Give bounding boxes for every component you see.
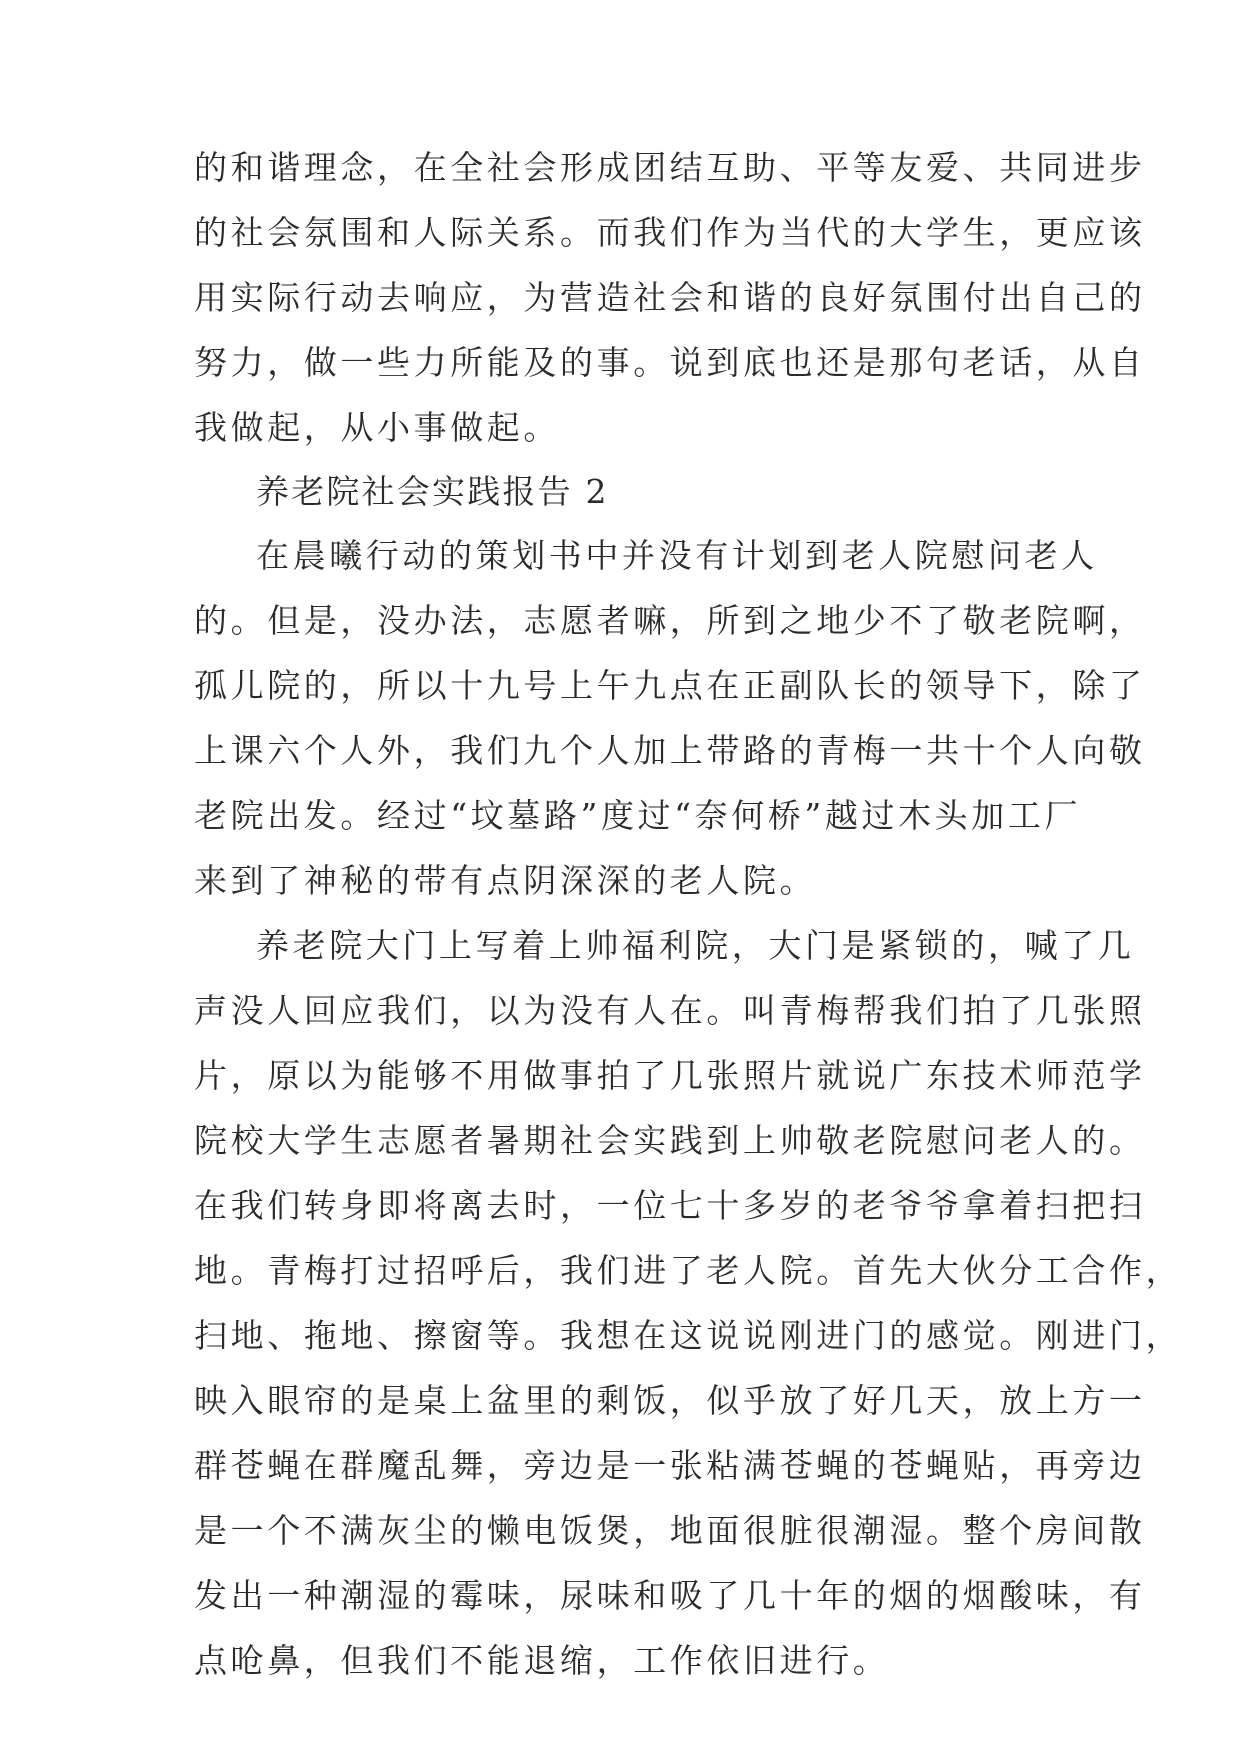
paragraph-line: 是一个不满灰尘的懒电饭煲，地面很脏很潮湿。整个房间散 [194,1511,1146,1550]
paragraph-line: 我做起，从小事做起。 [194,408,560,447]
paragraph-line: 上课六个人外，我们九个人加上带路的青梅一共十个人向敬 [194,731,1146,770]
paragraph-line: 发出一种潮湿的霉味，尿味和吸了几十年的烟的烟酸味，有 [194,1576,1146,1615]
paragraph-line: 老院出发。经过“坟墓路”度过“奈何桥”越过木头加工厂 [194,796,1082,835]
paragraph-line: 院校大学生志愿者暑期社会实践到上帅敬老院慰问老人的。 [194,1121,1146,1160]
paragraph-line: 声没人回应我们，以为没有人在。叫青梅帮我们拍了几张照 [194,991,1146,1030]
paragraph-line: 来到了神秘的带有点阴深深的老人院。 [194,861,817,900]
paragraph-line: 片，原以为能够不用做事拍了几张照片就说广东技术师范学 [194,1056,1146,1095]
paragraph-line: 在我们转身即将离去时，一位七十多岁的老爷爷拿着扫把扫 [194,1186,1146,1225]
paragraph-line: 孤儿院的，所以十九号上午九点在正副队长的领导下，除了 [194,666,1146,705]
paragraph-line: 用实际行动去响应，为营造社会和谐的良好氛围付出自己的 [194,278,1146,317]
paragraph-line: 的和谐理念，在全社会形成团结互助、平等友爱、共同进步 [194,148,1146,187]
paragraph-line: 映入眼帘的是桌上盆里的剩饭，似乎放了好几天，放上方一 [194,1381,1146,1420]
paragraph-line: 养老院大门上写着上帅福利院，大门是紧锁的，喊了几 [256,926,1135,965]
paragraph-line: 努力，做一些力所能及的事。说到底也还是那句老话，从自 [194,343,1146,382]
paragraph-line: 的。但是，没办法，志愿者嘛，所到之地少不了敬老院啊， [194,601,1146,640]
section-heading: 养老院社会实践报告 2 [256,472,609,511]
paragraph-line: 地。青梅打过招呼后，我们进了老人院。首先大伙分工合作， [194,1251,1183,1290]
paragraph-line: 在晨曦行动的策划书中并没有计划到老人院慰问老人 [256,536,1098,575]
paragraph-line: 的社会氛围和人际关系。而我们作为当代的大学生，更应该 [194,213,1146,252]
paragraph-line: 扫地、拖地、擦窗等。我想在这说说刚进门的感觉。刚进门， [194,1316,1183,1355]
paragraph-line: 点呛鼻，但我们不能退缩，工作依旧进行。 [194,1641,890,1680]
paragraph-line: 群苍蝇在群魔乱舞，旁边是一张粘满苍蝇的苍蝇贴，再旁边 [194,1446,1146,1485]
